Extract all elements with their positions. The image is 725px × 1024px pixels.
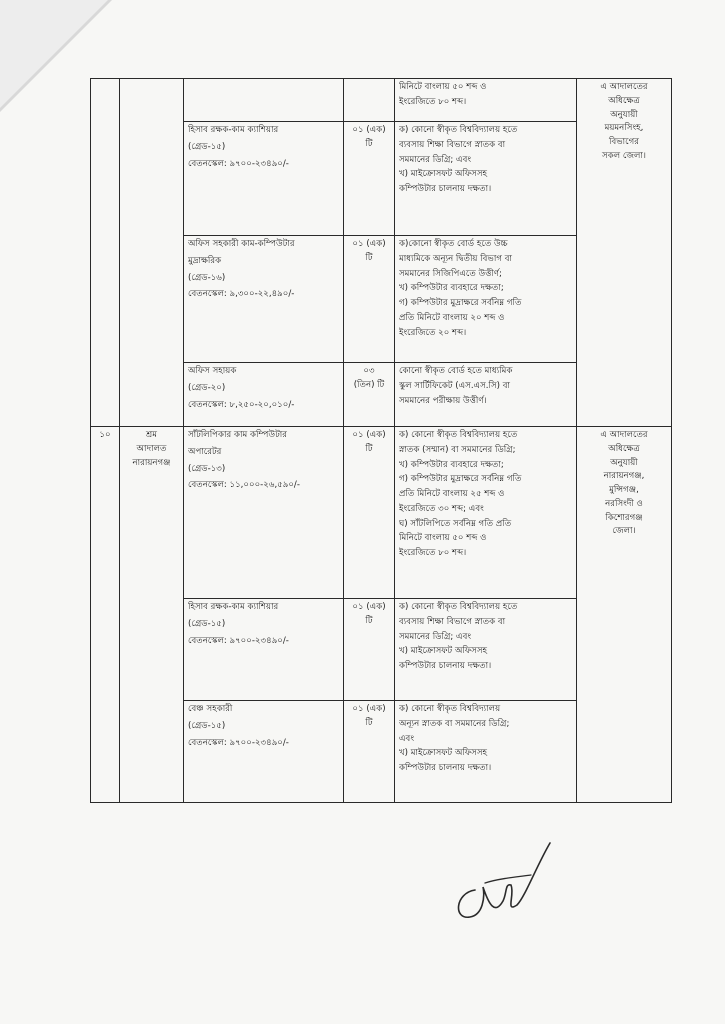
post-title: অফিস সহকারী কাম-কম্পিউটার — [188, 239, 295, 249]
qualification-line: ইংরেজিতে ২০ শব্দ। — [399, 327, 467, 338]
qualification-line: কম্পিউটার চালনায় দক্ষতা। — [399, 184, 492, 194]
post-count: ০১ (এক) — [352, 125, 386, 135]
qualification-line: অন্যূন স্নাতক বা সমমানের ডিগ্রি; — [399, 718, 510, 729]
post-cell — [184, 236, 344, 363]
serial-cell — [91, 427, 120, 803]
qualification-line: ইংরেজিতে ৮০ শব্দ। — [399, 548, 467, 558]
handwritten-signature — [445, 835, 555, 930]
post-title: সাঁটলিপিকার কাম কম্পিউটার — [188, 430, 287, 440]
post-pay-scale: বেতনস্কেল: ১১,০০০-২৬,৫৯০/- — [188, 480, 300, 491]
qualification-line: মিনিটে বাংলায় ৫০ শব্দ ও — [399, 533, 487, 544]
qualification-line: ক) কোনো স্বীকৃত বিশ্ববিদ্যালয় হতে — [399, 125, 518, 135]
qualification-cell — [395, 427, 577, 599]
post-count-unit: টি — [365, 615, 373, 626]
post-count-unit: টি — [365, 443, 373, 454]
post-grade: (গ্রেড-২০) — [188, 382, 226, 393]
qualification-cell — [395, 122, 577, 236]
qualification-line: ঘ) সাঁটলিপিতে সর্বনিম্ন গতি প্রতি — [399, 518, 512, 529]
table-row — [91, 79, 672, 122]
qualification-cell — [395, 599, 577, 701]
qualification-line: খ) কম্পিউটার ব্যবহারে দক্ষতা; — [399, 459, 504, 470]
qualification-line: ব্যবসায় শিক্ষা বিভাগে স্নাতক বা — [399, 616, 506, 627]
post-title: হিসাব রক্ষক-কাম ক্যাশিয়ার — [188, 602, 279, 612]
post-title: বেঞ্চ সহকারী — [188, 704, 233, 714]
jurisdiction-line: অনুযায়ী — [610, 457, 638, 468]
count-cell — [344, 363, 395, 427]
qualification-line: স্কুল সার্টিফিকেট (এস.এস.সি) বা — [399, 380, 510, 391]
qualification-line: সমমানের ডিগ্রি; এবং — [399, 631, 472, 642]
office-cell — [120, 427, 184, 803]
qualification-cell — [395, 79, 577, 122]
post-cell — [184, 427, 344, 599]
post-title: হিসাব রক্ষক-কাম ক্যাশিয়ার — [188, 125, 279, 135]
office-name: শ্রম — [145, 430, 158, 440]
qualification-line: ইংরেজিতে ৮০ শব্দ। — [399, 96, 467, 107]
post-grade: (গ্রেড-১৬) — [188, 272, 226, 283]
post-title: অফিস সহায়ক — [188, 366, 237, 376]
jurisdiction-line: বিভাগের — [609, 137, 639, 147]
jurisdiction-line: অনুযায়ী — [610, 109, 638, 120]
qualification-cell — [395, 363, 577, 427]
post-count: ০৩ — [363, 366, 375, 376]
post-pay-scale: বেতনস্কেল: ৯,৩০০-২২,৪৯০/- — [188, 289, 295, 300]
qualification-line: কোনো স্বীকৃত বোর্ড হতে মাধ্যমিক — [399, 366, 513, 376]
post-pay-scale: বেতনস্কেল: ৯৭০০-২৩৪৯০/- — [188, 737, 289, 748]
jurisdiction-line: সকল জেলা। — [602, 150, 646, 161]
qualification-line: সমমানের ডিগ্রি; এবং — [399, 154, 472, 165]
post-count-unit: টি — [365, 252, 373, 263]
qualification-line: গ) কম্পিউটার মুদ্রাক্ষরে সর্বনিম্ন গতি — [399, 298, 522, 308]
qualification-line: এবং — [399, 733, 415, 744]
post-cell — [184, 363, 344, 427]
qualification-line: স্নাতক (সম্মান) বা সমমানের ডিগ্রি; — [399, 444, 516, 455]
qualification-line: মিনিটে বাংলায় ৫০ শব্দ ও — [399, 82, 487, 92]
post-count-unit: (তিন) টি — [353, 379, 385, 390]
qualification-line: ইংরেজিতে ৩০ শব্দ; এবং — [399, 503, 484, 514]
jurisdiction-line: অধিক্ষেত্র — [608, 443, 640, 454]
count-cell — [344, 599, 395, 701]
count-cell — [344, 236, 395, 363]
post-count: ০১ (এক) — [352, 704, 386, 714]
jurisdiction-line: মুন্সিগঞ্জ, — [609, 485, 639, 495]
count-cell — [344, 122, 395, 236]
jurisdiction-line: অধিক্ষেত্র — [608, 95, 640, 106]
post-count: ০১ (এক) — [352, 430, 386, 440]
qualification-line: খ) মাইক্রোসফট অফিসসহ — [399, 748, 488, 759]
office-cell — [120, 79, 184, 427]
post-title-cont: অপারেটর — [188, 446, 222, 457]
jurisdiction-line: এ আদালতের — [600, 82, 648, 92]
post-grade: (গ্রেড-১৫) — [188, 720, 226, 731]
table-row — [91, 427, 672, 599]
count-cell — [344, 701, 395, 803]
office-name: আদালত — [136, 443, 167, 454]
qualification-line: সমমানের সিজিপিএতে উত্তীর্ণ; — [399, 268, 502, 279]
serial-cell — [91, 79, 120, 427]
qualification-line: ক) কোনো স্বীকৃত বিশ্ববিদ্যালয় — [399, 704, 501, 714]
qualification-line: ক) কোনো স্বীকৃত বিশ্ববিদ্যালয় হতে — [399, 430, 518, 440]
post-grade: (গ্রেড-১৩) — [188, 463, 226, 474]
post-count: ০১ (এক) — [352, 602, 386, 612]
post-grade: (গ্রেড-১৫) — [188, 141, 226, 152]
post-title-cont: মুদ্রাক্ষরিক — [188, 255, 222, 266]
qualification-line: গ) কম্পিউটার মুদ্রাক্ষরে সর্বনিম্ন গতি — [399, 474, 522, 485]
qualification-cell — [395, 701, 577, 803]
office-name: নারায়নগঞ্জ — [132, 457, 171, 468]
jurisdiction-line: ময়মনসিংহ, — [604, 123, 644, 134]
post-cell — [184, 122, 344, 236]
post-pay-scale: বেতনস্কেল: ৯৭০০-২৩৪৯০/- — [188, 635, 289, 646]
qualification-line: প্রতি মিনিটে বাংলায় ২৫ শব্দ ও — [399, 489, 505, 499]
qualification-line: খ) মাইক্রোসফট অফিসসহ — [399, 169, 488, 180]
qualification-line: খ) মাইক্রোসফট অফিসসহ — [399, 646, 488, 657]
count-cell — [344, 79, 395, 122]
jurisdiction-line: জেলা। — [612, 526, 636, 537]
post-count: ০১ (এক) — [352, 239, 386, 249]
vacancy-table — [90, 78, 672, 803]
jurisdiction-line: নরসিংদী ও — [605, 498, 643, 509]
qualification-line: কম্পিউটার চালনায় দক্ষতা। — [399, 661, 492, 671]
post-cell — [184, 599, 344, 701]
count-cell — [344, 427, 395, 599]
jurisdiction-line: কিশোরগঞ্জ — [605, 512, 643, 523]
jurisdiction-cell — [577, 79, 672, 427]
qualification-line: কম্পিউটার চালনায় দক্ষতা। — [399, 763, 492, 773]
jurisdiction-line: নারায়নগঞ্জ, — [603, 471, 645, 482]
qualification-line: ক)কোনো স্বীকৃত বোর্ড হতে উচ্চ — [399, 239, 508, 249]
serial-number: ১০ — [99, 430, 111, 440]
post-count-unit: টি — [365, 138, 373, 149]
qualification-line: প্রতি মিনিটে বাংলায় ২০ শব্দ ও — [399, 312, 505, 323]
post-count-unit: টি — [365, 717, 373, 728]
qualification-line: সমমানের পরীক্ষায় উত্তীর্ণ। — [399, 395, 487, 406]
qualification-line: মাধ্যমিকে অন্যূন দ্বিতীয় বিভাগ বা — [399, 253, 512, 264]
post-pay-scale: বেতনস্কেল: ৯৭০০-২৩৪৯০/- — [188, 158, 289, 169]
qualification-line: ক) কোনো স্বীকৃত বিশ্ববিদ্যালয় হতে — [399, 602, 518, 612]
post-pay-scale: বেতনস্কেল: ৮,২৫০-২০,০১০/- — [188, 399, 295, 410]
qualification-line: ব্যবসায় শিক্ষা বিভাগে স্নাতক বা — [399, 139, 506, 150]
post-cell — [184, 701, 344, 803]
post-grade: (গ্রেড-১৫) — [188, 618, 226, 629]
jurisdiction-cell — [577, 427, 672, 803]
post-cell — [184, 79, 344, 122]
qualification-cell — [395, 236, 577, 363]
jurisdiction-line: এ আদালতের — [600, 430, 648, 440]
qualification-line: খ) কম্পিউটার ব্যবহারে দক্ষতা; — [399, 283, 504, 294]
